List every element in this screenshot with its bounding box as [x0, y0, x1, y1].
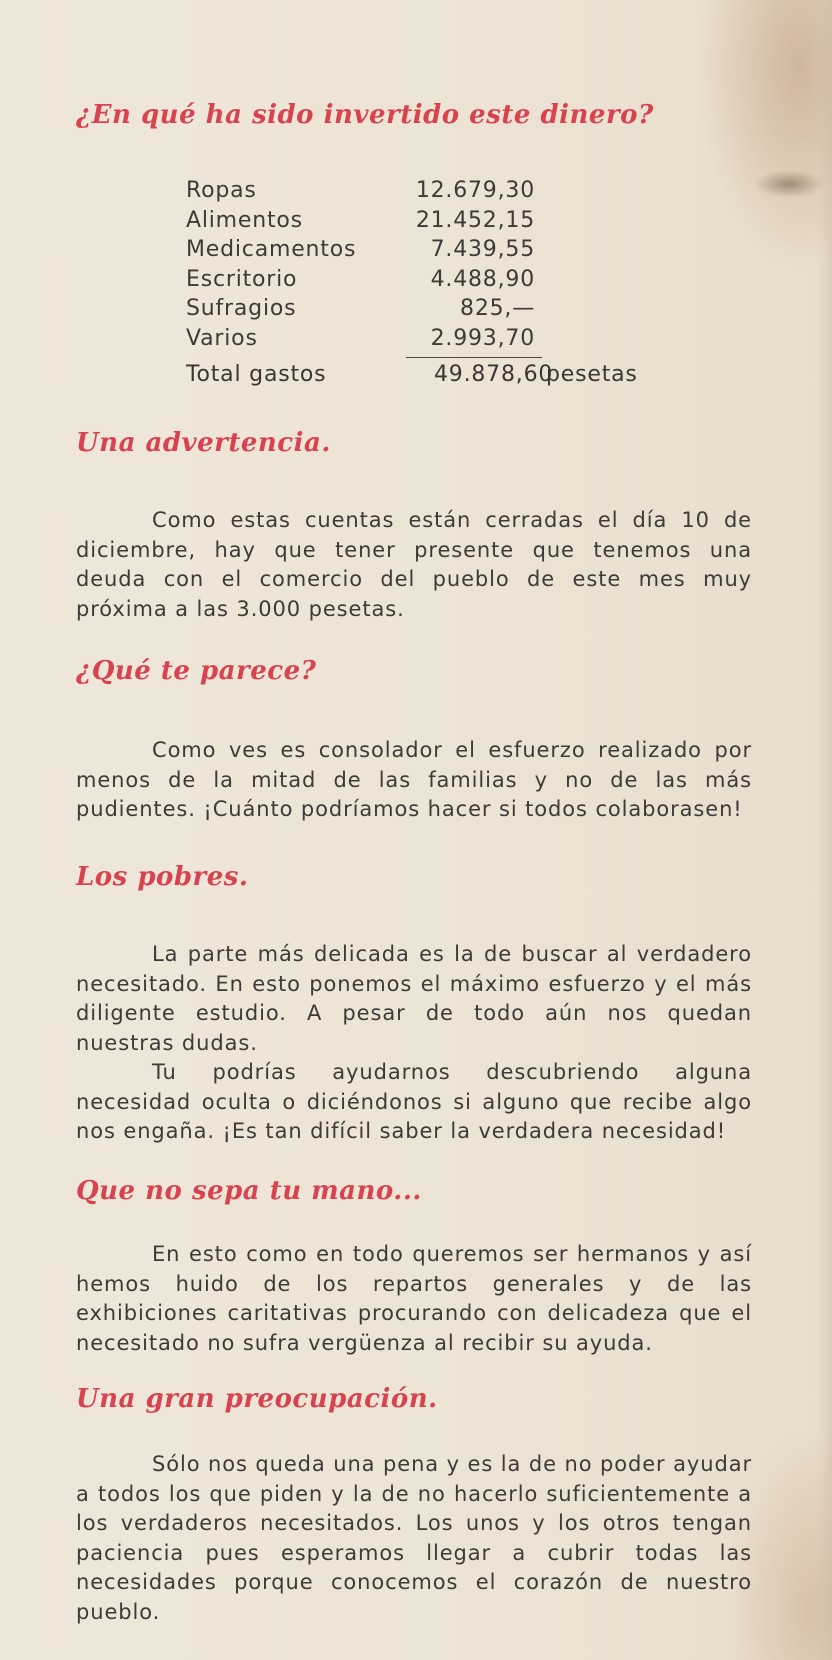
- ledger-amount: 21.452,15: [415, 207, 535, 233]
- paper-stain: [754, 170, 824, 198]
- paragraph-block-que-no-sepa: [76, 1240, 752, 1358]
- total-rule-line: [406, 357, 542, 358]
- ledger-label: Ropas: [186, 178, 257, 203]
- ledger-amount: 7.439,55: [430, 237, 535, 262]
- ledger-amount: 12.679,30: [415, 178, 535, 203]
- ledger-label: Alimentos: [186, 207, 303, 233]
- heading-preocupacion: Una gran preocupación.: [76, 1384, 438, 1414]
- total-label: Total gastos: [186, 362, 327, 387]
- total-amount: 49.878,60: [434, 362, 554, 387]
- paragraph: Como estas cuentas están cerradas el día 10 de diciembre, hay que tener presente que tenemos una deuda con el comercio del pueblo de este mes muy próxima a las 3.000 pesetas.: [76, 508, 752, 621]
- heading-que-te-parece: ¿Qué te parece?: [76, 656, 317, 686]
- paragraph: Como ves es consolador el esfuerzo realizado por menos de la mitad de las familias y no de las más pudientes. ¡Cuánto podríamos hacer si todos colaborasen!: [76, 738, 752, 821]
- paragraph: Tu podrías ayudarnos descubriendo alguna necesidad oculta o diciéndonos si alguno que recibe algo nos engaña. ¡Es tan difícil saber la verdadera necesidad!: [76, 1060, 752, 1143]
- ledger-label: Varios: [186, 325, 258, 351]
- heading-inversion: ¿En qué ha sido invertido este dinero?: [76, 100, 654, 130]
- ledger-label: Sufragios: [186, 296, 297, 321]
- heading-advertencia: Una advertencia.: [76, 428, 331, 458]
- ledger-total-row: [186, 362, 646, 392]
- paragraph: En esto como en todo queremos ser hermanos y así hemos huido de los repartos generales y de las exhibiciones caritativas procurando con delicadeza que el necesitado no sufra vergüenza al recibir su ayuda.: [76, 1242, 752, 1355]
- paragraph-block-preocupacion: [76, 1450, 752, 1627]
- heading-que-no-sepa: Que no sepa tu mano...: [76, 1176, 422, 1206]
- paragraph-block-que-te-parece: [76, 736, 752, 825]
- paragraph-block-los-pobres: [76, 940, 752, 1147]
- ledger-label: Medicamentos: [186, 237, 357, 262]
- ledger-label: Escritorio: [186, 266, 298, 292]
- paragraph: Sólo nos queda una pena y es la de no poder ayudar a todos los que piden y la de no hacerlo suficientemente a los verdaderos necesitados. Los unos y los otros tengan paciencia pues esperamos llegar a cubrir todas las necesidades porque conocemos el corazón de nuestro pueblo.: [76, 1452, 752, 1624]
- paragraph: La parte más delicada es la de buscar al verdadero necesitado. En esto ponemos el máximo esfuerzo y el más diligente estudio. A pesar de todo aún nos quedan nuestras dudas.: [76, 942, 752, 1055]
- paragraph-block-advertencia: [76, 506, 752, 624]
- page-edge-shading: [818, 0, 832, 1660]
- ledger-amount: 2.993,70: [430, 325, 535, 351]
- ledger-amount: 4.488,90: [430, 266, 535, 292]
- total-currency: pesetas: [546, 362, 638, 387]
- ledger-amount: 825,—: [460, 296, 535, 321]
- heading-los-pobres: Los pobres.: [76, 862, 249, 892]
